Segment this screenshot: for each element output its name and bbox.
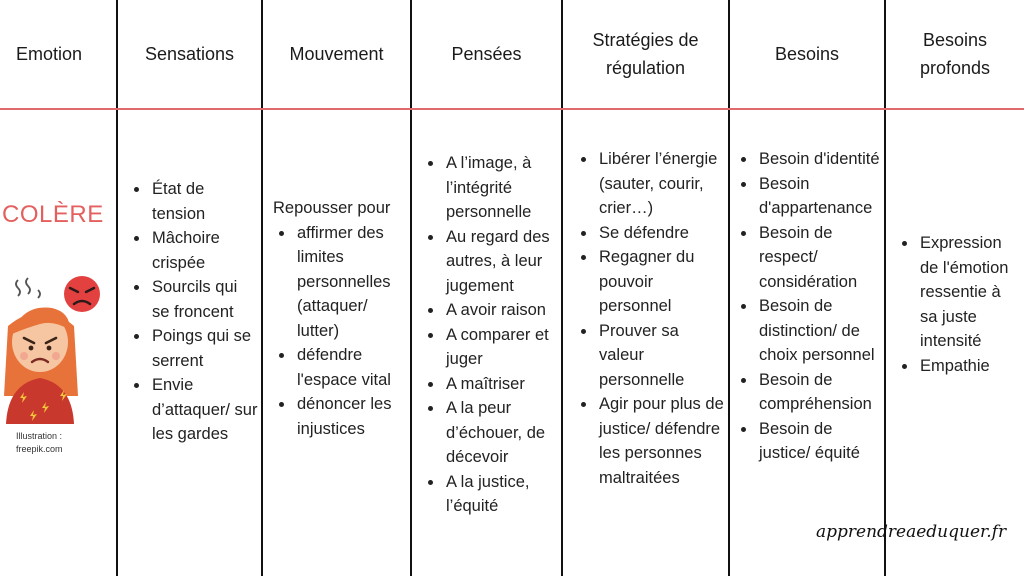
steam-icon [16, 278, 40, 298]
list-item: • A avoir raison [444, 298, 558, 323]
list-item: • Sourcils qui se froncent [150, 275, 258, 324]
list-item: • Envie d’attaquer/ sur les gardes [150, 373, 258, 447]
header-besoins: Besoins [774, 44, 840, 64]
header-strategies: Stratégies de régulation [592, 30, 699, 78]
list-item: • affirmer des limites personnelles (attaquer/ lutter) [295, 221, 408, 344]
list-item: • A maîtriser [444, 372, 558, 397]
emotion-title: COLÈRE [2, 201, 104, 228]
list-item: • Au regard des autres, à leur jugement [444, 225, 558, 299]
illustration-credit: Illustration : freepik.com [16, 431, 63, 454]
mouvement-column [273, 196, 408, 441]
list-item: • A comparer et juger [444, 323, 558, 372]
mouvement-intro: Repousser pour [273, 199, 391, 217]
header-besoins-profonds: Besoins profonds [919, 30, 991, 78]
list-item: • Se défendre [597, 221, 725, 246]
list-item: • A l’image, à l’intégrité personnelle [444, 151, 558, 225]
besoins-column [735, 147, 885, 466]
besoins-profonds-list [896, 231, 1020, 378]
angry-girl-illustration [2, 268, 110, 424]
besoins-list [735, 147, 885, 466]
list-item: • Libérer l’énergie (sauter, courir, crier…) [597, 147, 725, 221]
sensations-column [128, 177, 258, 447]
list-item: • Besoin d'identité [757, 147, 885, 172]
list-item: • État de tension [150, 177, 258, 226]
besoins-profonds-column [896, 231, 1020, 378]
header-pensees: Pensées [451, 44, 522, 64]
header-separator [0, 108, 1024, 110]
list-item: • Expression de l'émotion ressentie à sa juste intensité [918, 231, 1020, 354]
strategies-list [575, 147, 725, 490]
site-signature: apprendreaeduquer.fr [816, 522, 1007, 542]
pensees-list [422, 151, 558, 519]
list-item: • défendre l'espace vital [295, 343, 408, 392]
list-item: • A la justice, l’équité [444, 470, 558, 519]
pensees-column [422, 151, 558, 519]
list-item: • dénoncer les injustices [295, 392, 408, 441]
list-item: • Besoin de distinction/ de choix personnel [757, 294, 885, 368]
list-item: • A la peur d’échouer, de décevoir [444, 396, 558, 470]
list-item: • Prouver sa valeur personnelle [597, 319, 725, 393]
list-item: • Besoin de compréhension [757, 368, 885, 417]
header-emotion: Emotion [15, 44, 83, 64]
list-item: • Regagner du pouvoir personnel [597, 245, 725, 319]
angry-emoji-icon [64, 276, 100, 312]
strategies-column [575, 147, 725, 490]
list-item: • Besoin de respect/ considération [757, 221, 885, 295]
list-item: • Besoin d'appartenance [757, 172, 885, 221]
sensations-list [128, 177, 258, 447]
list-item: • Besoin de justice/ équité [757, 417, 885, 466]
list-item: • Mâchoire crispée [150, 226, 258, 275]
header-sensations: Sensations [144, 44, 235, 64]
mouvement-list [273, 221, 408, 442]
header-mouvement: Mouvement [289, 44, 384, 64]
list-item: • Poings qui se serrent [150, 324, 258, 373]
list-item: • Empathie [918, 354, 1020, 379]
list-item: • Agir pour plus de justice/ défendre les personnes maltraitées [597, 392, 725, 490]
